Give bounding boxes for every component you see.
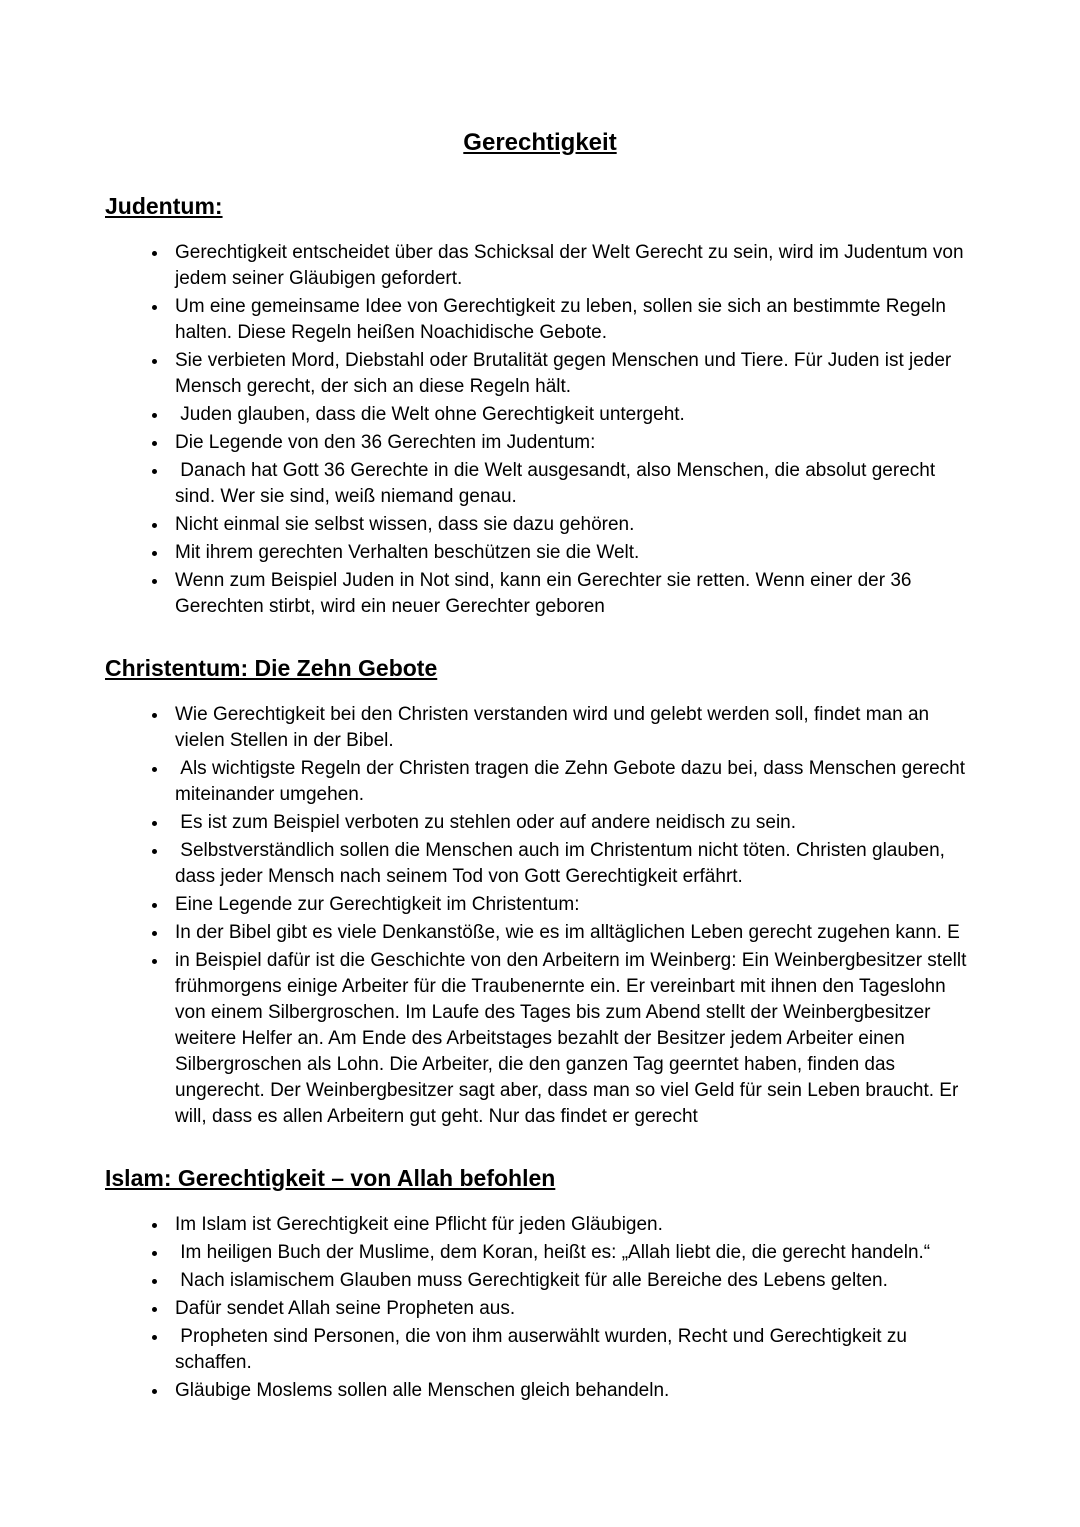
bullet-list-islam [105,1212,975,1404]
bullet-item: • Es ist zum Beispiel verboten zu stehlen oder auf andere neidisch zu sein. [169,810,975,836]
section-heading-judentum: Judentum: [105,193,223,219]
bullet-item: • Wenn zum Beispiel Juden in Not sind, kann ein Gerechter sie retten. Wenn einer der 36 Gerechten stirbt, wird ein neuer Gerechter geboren [169,568,975,620]
document-title: Gerechtigkeit [463,129,617,156]
bullet-item: • Als wichtigste Regeln der Christen tragen die Zehn Gebote dazu bei, dass Menschen gerecht miteinander umgehen. [169,756,975,808]
bullet-item: • Gläubige Moslems sollen alle Menschen gleich behandeln. [169,1378,975,1404]
bullet-item: • In der Bibel gibt es viele Denkanstöße, wie es im alltäglichen Leben gerecht zugehen kann. E [169,920,975,946]
section-heading-christentum: Christentum: Die Zehn Gebote [105,655,438,681]
bullet-item: • Danach hat Gott 36 Gerechte in die Welt ausgesandt, also Menschen, die absolut gerecht sind. Wer sie sind, weiß niemand genau. [169,458,975,510]
bullet-item: • Sie verbieten Mord, Diebstahl oder Brutalität gegen Menschen und Tiere. Für Juden ist jeder Mensch gerecht, der sich an diese Regeln hält. [169,348,975,400]
bullet-item: • Um eine gemeinsame Idee von Gerechtigkeit zu leben, sollen sie sich an bestimmte Regeln halten. Diese Regeln heißen Noachidische Gebote. [169,294,975,346]
bullet-item: • Im heiligen Buch der Muslime, dem Koran, heißt es: „Allah liebt die, die gerecht handeln.“ [169,1240,975,1266]
section-christentum [105,654,975,1130]
bullet-item: • Dafür sendet Allah seine Propheten aus. [169,1296,975,1322]
section-heading-islam: Islam: Gerechtigkeit – von Allah befohlen [105,1165,556,1191]
bullet-list-christentum [105,702,975,1130]
bullet-item: • Nach islamischem Glauben muss Gerechtigkeit für alle Bereiche des Lebens gelten. [169,1268,975,1294]
bullet-item: • Nicht einmal sie selbst wissen, dass sie dazu gehören. [169,512,975,538]
bullet-item: • Eine Legende zur Gerechtigkeit im Christentum: [169,892,975,918]
bullet-item: • in Beispiel dafür ist die Geschichte von den Arbeitern im Weinberg: Ein Weinbergbesitzer stellt frühmorgens einige Arbeiter für die Traubenernte ein. Er vereinbart mit ihnen den Tageslohn von einem Silbergroschen. Im Laufe des Tages bis zum Abend stellt der Weinbergbesitzer weitere Helfer an. Am Ende des Arbeitstages bezahlt der Besitzer jedem Arbeiter einen Silbergroschen als Lohn. Die Arbeiter, die den ganzen Tag geerntet haben, finden das ungerecht. Der Weinbergbesitzer sagt aber, dass man so viel Geld für sein Leben braucht. Er will, dass es allen Arbeitern gut geht. Nur das findet er gerecht [169,948,975,1130]
bullet-item: • Mit ihrem gerechten Verhalten beschützen sie die Welt. [169,540,975,566]
bullet-item: • Im Islam ist Gerechtigkeit eine Pflicht für jeden Gläubigen. [169,1212,975,1238]
bullet-item: • Propheten sind Personen, die von ihm auserwählt wurden, Recht und Gerechtigkeit zu schaffen. [169,1324,975,1376]
bullet-item: • Gerechtigkeit entscheidet über das Schicksal der Welt Gerecht zu sein, wird im Judentum von jedem seiner Gläubigen gefordert. [169,240,975,292]
bullet-item: • Die Legende von den 36 Gerechten im Judentum: [169,430,975,456]
bullet-item: • Wie Gerechtigkeit bei den Christen verstanden wird und gelebt werden soll, findet man an vielen Stellen in der Bibel. [169,702,975,754]
bullet-item: • Selbstverständlich sollen die Menschen auch im Christentum nicht töten. Christen glauben, dass jeder Mensch nach seinem Tod von Gott Gerechtigkeit erfährt. [169,838,975,890]
bullet-list-judentum [105,240,975,620]
bullet-item: • Juden glauben, dass die Welt ohne Gerechtigkeit untergeht. [169,402,975,428]
section-judentum [105,192,975,620]
section-islam [105,1164,975,1404]
